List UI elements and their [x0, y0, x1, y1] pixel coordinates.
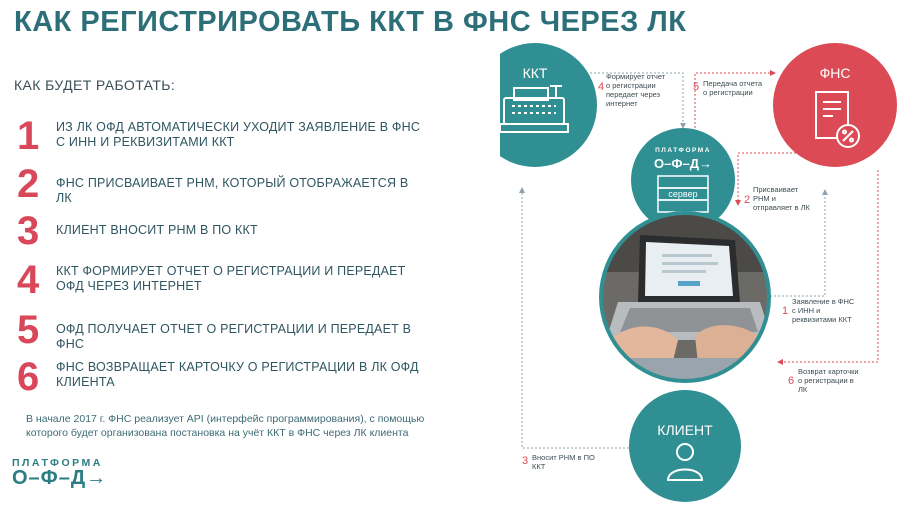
- step-text: ККТ ФОРМИРУЕТ ОТЧЕТ О РЕГИСТРАЦИИ И ПЕРЕДАЕТ ОФД ЧЕРЕЗ ИНТЕРНЕТ: [56, 264, 406, 293]
- page-title: КАК РЕГИСТРИРОВАТЬ ККТ В ФНС ЧЕРЕЗ ЛК: [14, 6, 687, 38]
- arrow2-text-line: отправляет в ЛК: [753, 203, 810, 212]
- arrow1-text-line: с ИНН и: [792, 306, 821, 315]
- api-note: В начале 2017 г. ФНС реализует API (интерфейс программирования), с помощью которого будет организована постановка на учёт ККТ в ФНС через ЛК клиента: [26, 413, 425, 439]
- arrow3-text-line: ККТ: [532, 462, 546, 471]
- step-number: 3: [17, 209, 40, 253]
- arrow1-number: 1: [782, 305, 789, 317]
- client-circle: [629, 390, 741, 502]
- arrow5-text-line: о регистрации: [703, 88, 753, 97]
- step-number: 4: [17, 258, 40, 302]
- arrow3-text-line: Вносит РНМ в ПО: [532, 453, 595, 462]
- arrow2-number: 2: [744, 194, 751, 206]
- fns-label: ФНС: [819, 65, 851, 81]
- arrow6-text-line: Возврат карточки: [798, 367, 859, 376]
- arrow6-text-line: ЛК: [798, 385, 808, 394]
- logo-line1: ПЛАТФОРМА: [12, 457, 103, 469]
- fns-circle: [773, 43, 897, 167]
- arrow1-text-line: реквизитами ККТ: [792, 315, 852, 324]
- step-number: 2: [17, 162, 40, 206]
- arrow1-text-line: Заявление в ФНС: [792, 297, 855, 306]
- step-text: ИЗ ЛК ОФД АВТОМАТИЧЕСКИ УХОДИТ ЗАЯВЛЕНИЕ В ФНС С ИНН И РЕКВИЗИТАМИ ККТ: [56, 120, 421, 149]
- ofd-brand-line1: ПЛАТФОРМА: [655, 147, 711, 154]
- step-text: ФНС ПРИСВАИВАЕТ РНМ, КОТОРЫЙ ОТОБРАЖАЕТСЯ В ЛК: [56, 176, 409, 205]
- arrow4-text-line: о регистрации: [606, 81, 656, 90]
- arrow3-number: 3: [522, 455, 529, 467]
- arrow5-text-line: Передача отчета: [703, 79, 763, 88]
- kkt-label: ККТ: [522, 65, 548, 81]
- step-number: 1: [17, 114, 40, 158]
- arrow2-text-line: РНМ и: [753, 194, 776, 203]
- arrow6-number: 6: [788, 375, 795, 387]
- step-text: ОФД ПОЛУЧАЕТ ОТЧЕТ О РЕГИСТРАЦИИ И ПЕРЕДАЕТ В ФНС: [56, 322, 412, 351]
- arrow2-text-line: Присваивает: [753, 185, 799, 194]
- client-label: КЛИЕНТ: [657, 422, 713, 438]
- step-number: 5: [17, 308, 40, 352]
- arrow6-text-line: о регистрации в: [798, 376, 854, 385]
- step-text: ФНС ВОЗВРАЩАЕТ КАРТОЧКУ О РЕГИСТРАЦИИ В ЛК ОФД КЛИЕНТА: [56, 360, 419, 389]
- section-subtitle: КАК БУДЕТ РАБОТАТЬ:: [14, 77, 176, 93]
- server-label: сервер: [668, 189, 698, 199]
- step-text: КЛИЕНТ ВНОСИТ РНМ В ПО ККТ: [56, 223, 258, 237]
- logo-line2: О–Ф–Д→: [12, 467, 108, 489]
- ofd-brand-line2: О–Ф–Д→: [654, 156, 712, 171]
- arrow4-number: 4: [598, 81, 605, 93]
- registration-flow-diagram: [500, 40, 900, 508]
- arrow5-number: 5: [693, 81, 700, 93]
- arrow4-text-line: Формирует отчет: [606, 72, 666, 81]
- step-number: 6: [17, 355, 40, 399]
- arrow4-text-line: передает через: [606, 90, 661, 99]
- arrow-fns-return-card: [778, 170, 878, 362]
- arrow4-text-line: интернет: [606, 99, 638, 108]
- platforma-ofd-logo: [12, 457, 107, 490]
